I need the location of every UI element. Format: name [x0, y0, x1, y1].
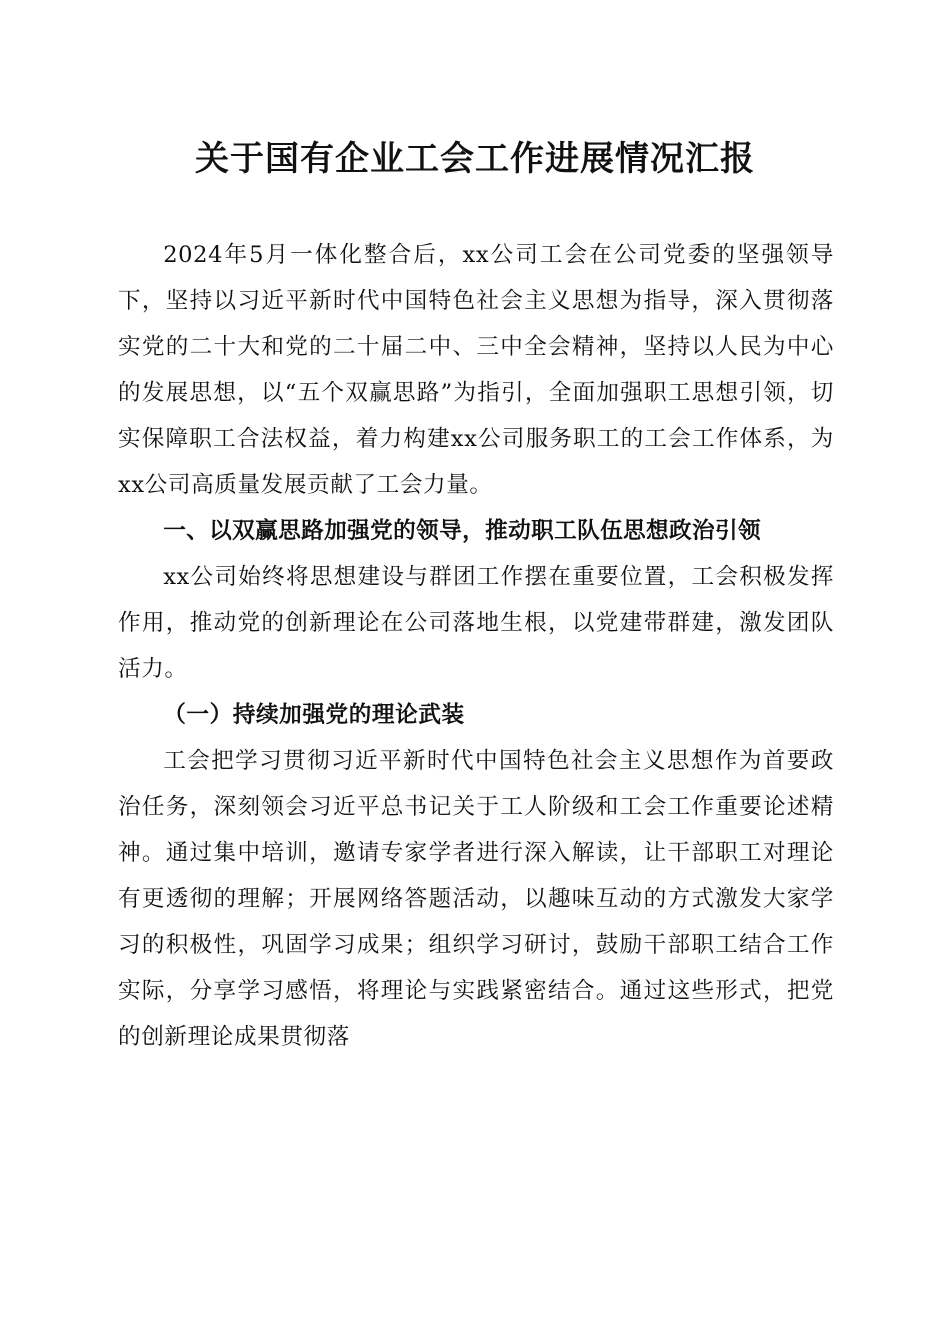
document-body	[118, 232, 834, 1060]
intro-paragraph: 2024年5月一体化整合后，xx公司工会在公司党委的坚强领导下，坚持以习近平新时代中国特色社会主义思想为指导，深入贯彻落实党的二十大和党的二十届二中、三中全会精神，坚持以人民为中心的发展思想，以“五个双赢思路”为指引，全面加强职工思想引领，切实保障职工合法权益，着力构建xx公司服务职工的工会工作体系，为xx公司高质量发展贡献了工会力量。	[118, 242, 834, 498]
subsection-1-paragraph: 工会把学习贯彻习近平新时代中国特色社会主义思想作为首要政治任务，深刻领会习近平总书记关于工人阶级和工会工作重要论述精神。通过集中培训，邀请专家学者进行深入解读，让干部职工对理论有更透彻的理解；开展网络答题活动，以趣味互动的方式激发大家学习的积极性，巩固学习成果；组织学习研讨，鼓励干部职工结合工作实际，分享学习感悟，将理论与实践紧密结合。通过这些形式，把党的创新理论成果贯彻落	[118, 748, 834, 1050]
section-1-paragraph: xx公司始终将思想建设与群团工作摆在重要位置，工会积极发挥作用，推动党的创新理论在公司落地生根，以党建带群建，激发团队活力。	[118, 564, 834, 682]
subsection-1-heading: （一）持续加强党的理论武装	[163, 702, 465, 728]
document-title: 关于国有企业工会工作进展情况汇报	[195, 139, 755, 179]
section-1-heading: 一、以双赢思路加强党的领导，推动职工队伍思想政治引领	[163, 518, 762, 544]
